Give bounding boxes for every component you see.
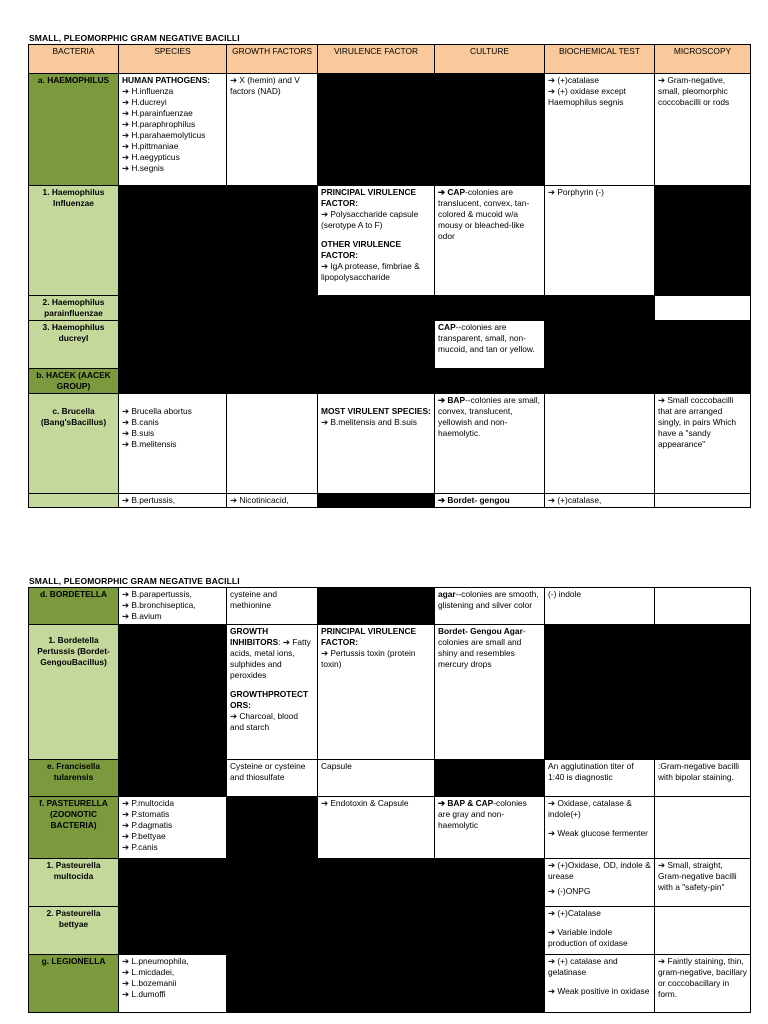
culture-text: --colonies are smooth, glistening and silver color (438, 589, 539, 610)
virulence-cell (318, 760, 435, 797)
blank-cell (655, 625, 751, 760)
empty-cell (655, 588, 751, 625)
virulence-text: ➔ Pertussis toxin (protein toxin) (321, 648, 416, 669)
growth-cell (227, 625, 318, 760)
species-item: ➔ B.bronchiseptica, (122, 600, 196, 610)
biochem-cell (545, 797, 655, 859)
biochem-text: ➔ (+)Oxidase, OD, indole & urease (548, 860, 651, 881)
species-item: ➔ L.bozemanii (122, 978, 177, 988)
blank-cell (655, 186, 751, 296)
blank-cell (119, 859, 227, 907)
bacteria-name: 2. Haemophilus parainfluenzae (29, 296, 119, 321)
species-item: ➔ B.avium (122, 611, 162, 621)
col-header-biochemical-test: BIOCHEMICAL TEST (545, 45, 655, 74)
culture-cell (435, 321, 545, 369)
species-cell (119, 74, 227, 186)
culture-medium: ➔ CAP (438, 187, 466, 197)
blank-cell (119, 907, 227, 955)
biochem-cell (545, 588, 655, 625)
blank-cell (227, 321, 318, 369)
species-item: ➔ H.paraphrophilus (122, 119, 196, 129)
species-item: ➔ Brucella abortus (122, 406, 192, 416)
empty-cell (655, 907, 751, 955)
blank-cell (318, 74, 435, 186)
biochem-text: ➔ Oxidase, catalase & indole(+) (548, 798, 632, 819)
biochem-text: An agglutination titer of 1:40 is diagnostic (548, 761, 634, 782)
virulence-cell (318, 797, 435, 859)
page-title: SMALL, PLEOMORPHIC GRAM NEGATIVE BACILLI (29, 33, 240, 43)
growth-text: : ➔ Fatty acids, metal ions, sulphides and peroxides (230, 637, 311, 680)
virulence-heading: PRINCIPAL VIRULENCE FACTOR: (321, 187, 417, 208)
virulence-heading: MOST VIRULENT SPECIES: (321, 406, 431, 416)
blank-cell (227, 797, 318, 859)
virulence-cell (318, 625, 435, 760)
biochem-text: ➔ (+)Catalase (548, 908, 601, 918)
bacteria-name: 2. Pasteurella bettyae (29, 907, 119, 955)
species-item: ➔ B.pertussis, (122, 495, 176, 505)
species-item: ➔ B.melitensis (122, 439, 177, 449)
table-row (29, 394, 751, 494)
virulence-text: Capsule (321, 761, 352, 771)
microscopy-cell (655, 74, 751, 186)
species-item: ➔ B.suis (122, 428, 155, 438)
blank-cell (318, 296, 435, 321)
virulence-heading: OTHER VIRULENCE FACTOR: (321, 239, 402, 260)
table-row (29, 369, 751, 394)
species-cell (119, 588, 227, 625)
blank-cell (545, 369, 655, 394)
growth-cell (227, 74, 318, 186)
table-row (29, 760, 751, 797)
microscopy-cell (655, 394, 751, 494)
species-item: ➔ P.multocida (122, 798, 175, 808)
empty-cell (545, 394, 655, 494)
species-item: ➔ L.dumoffi (122, 989, 166, 999)
blank-cell (435, 74, 545, 186)
blank-cell (318, 588, 435, 625)
biochem-text: ➔ (+) oxidase except Haemophilus segnis (548, 86, 627, 107)
culture-cell (435, 394, 545, 494)
col-header-species: SPECIES (119, 45, 227, 74)
table-row (29, 797, 751, 859)
growth-cell (227, 588, 318, 625)
biochem-cell (545, 74, 655, 186)
blank-cell (227, 369, 318, 394)
growth-text: Cysteine or cysteine and thiosulfate (230, 761, 306, 782)
virulence-cell (318, 394, 435, 494)
blank-cell (119, 186, 227, 296)
virulence-cell (318, 186, 435, 296)
bacteria-table-2 (28, 587, 751, 1013)
species-item: ➔ P.dagmatis (122, 820, 173, 830)
blank-cell (545, 625, 655, 760)
blank-cell (435, 859, 545, 907)
blank-cell (318, 494, 435, 508)
species-item: ➔ H.segnis (122, 163, 164, 173)
blank-cell (119, 296, 227, 321)
culture-text: -colonies are gray and non-haemolytic (438, 798, 527, 830)
species-item: ➔ P.canis (122, 842, 158, 852)
culture-text: -colonies are small and shiny and resembles mercury drops (438, 626, 526, 669)
culture-medium: ➔ BAP & CAP (438, 798, 494, 808)
virulence-text: ➔ B.melitensis and B.suis (321, 417, 417, 427)
biochem-cell (545, 494, 655, 508)
culture-cell (435, 797, 545, 859)
culture-cell (435, 494, 545, 508)
growth-text: ➔ Nicotinicacid, (230, 495, 289, 505)
table-row (29, 859, 751, 907)
virulence-heading: PRINCIPAL VIRULENCE FACTOR: (321, 626, 417, 647)
growth-cell (227, 494, 318, 508)
microscopy-text: ➔ Small coccobacilli that are arranged singly, in pairs Which have a "sandy appearance" (658, 395, 737, 449)
species-item: ➔ B.canis (122, 417, 159, 427)
species-item: ➔ H.aegypticus (122, 152, 180, 162)
bacteria-name: f. PASTEURELLA (ZOONOTIC BACTERIA) (29, 797, 119, 859)
blank-cell (435, 369, 545, 394)
blank-cell (655, 369, 751, 394)
blank-cell (318, 369, 435, 394)
blank-cell (227, 907, 318, 955)
col-header-bacteria: BACTERIA (29, 45, 119, 74)
table-row (29, 186, 751, 296)
biochem-cell (545, 907, 655, 955)
blank-cell (119, 760, 227, 797)
biochem-text: ➔ Porphyrin (-) (548, 187, 604, 197)
table-row (29, 321, 751, 369)
species-heading: HUMAN PATHOGENS: (122, 75, 211, 85)
biochem-text: (-) indole (548, 589, 582, 599)
page-title: SMALL, PLEOMORPHIC GRAM NEGATIVE BACILLI (29, 576, 240, 586)
bacteria-name: a. HAEMOPHILUS (29, 74, 119, 186)
biochem-cell (545, 186, 655, 296)
culture-text: -colonies are translucent, convex, tan-colored & mucoid w/a mousy or bleached-like odor (438, 187, 530, 241)
blank-cell (435, 907, 545, 955)
blank-cell (318, 955, 435, 1013)
growth-cell (227, 760, 318, 797)
blank-cell (318, 321, 435, 369)
microscopy-text: :Gram-negative bacilli with bipolar staining. (658, 761, 739, 782)
species-item: ➔ P.bettyae (122, 831, 166, 841)
microscopy-text: ➔ Small, straight, Gram-negative bacilli with a "safety-pin" (658, 860, 737, 892)
species-item: ➔ H.parahaemolyticus (122, 130, 206, 140)
table-row (29, 625, 751, 760)
table-row (29, 955, 751, 1013)
col-header-virulence-factor: VIRULENCE FACTOR (318, 45, 435, 74)
virulence-text: ➔ IgA protease, fimbriae & lipopolysaccharide (321, 261, 420, 282)
culture-medium: Bordet- Gengou Agar (438, 626, 523, 636)
culture-cell (435, 625, 545, 760)
blank-cell (435, 760, 545, 797)
microscopy-cell (655, 859, 751, 907)
culture-medium: ➔ BAP (438, 395, 466, 405)
bacteria-table-1 (28, 44, 751, 508)
col-header-growth-factors: GROWTH FACTORS (227, 45, 318, 74)
blank-cell (318, 859, 435, 907)
species-cell (119, 797, 227, 859)
species-cell (119, 494, 227, 508)
table-header-row (29, 45, 751, 74)
blank-cell (227, 296, 318, 321)
virulence-text: ➔ Polysaccharide capsule (serotype A to F) (321, 209, 419, 230)
blank-cell (227, 859, 318, 907)
culture-medium: agar (438, 589, 456, 599)
biochem-text: ➔ (+) catalase and gelatinase (548, 956, 618, 977)
culture-medium: ➔ Bordet- gengou (438, 495, 510, 505)
growth-heading: GROWTHPROTECTORS: (230, 689, 309, 710)
blank-cell (119, 625, 227, 760)
col-header-microscopy: MICROSCOPY (655, 45, 751, 74)
culture-text: --colonies are transparent, small, non-mucoid, and tan or yellow. (438, 322, 535, 354)
bacteria-name: b. HACEK (AACEK GROUP) (29, 369, 119, 394)
bacteria-name (29, 494, 119, 508)
empty-cell (655, 296, 751, 321)
bacteria-name: c. Brucella (Bang'sBacillus) (29, 394, 119, 494)
blank-cell (227, 955, 318, 1013)
growth-heading: GROWTH INHIBITORS (230, 626, 279, 647)
microscopy-cell (655, 760, 751, 797)
bacteria-name: 1. Pasteurella multocida (29, 859, 119, 907)
empty-cell (655, 797, 751, 859)
blank-cell (119, 321, 227, 369)
species-item: ➔ L.micdadei, (122, 967, 175, 977)
biochem-text: ➔ (+)catalase (548, 75, 600, 85)
culture-text: --colonies are small, convex, translucent, yellowish and non-haemolytic. (438, 395, 540, 438)
culture-cell (435, 186, 545, 296)
biochem-cell (545, 955, 655, 1013)
bacteria-name: g. LEGIONELLA (29, 955, 119, 1013)
species-item: ➔ H.pittmaniae (122, 141, 179, 151)
culture-cell (435, 588, 545, 625)
biochem-cell (545, 760, 655, 797)
microscopy-text: ➔ Faintly staining, thin, gram-negative, bacillary or coccobacillary in form. (658, 956, 747, 999)
virulence-text: ➔ Endotoxin & Capsule (321, 798, 409, 808)
species-cell (119, 955, 227, 1013)
bacteria-name: 3. Haemophilus ducreyl (29, 321, 119, 369)
blank-cell (119, 369, 227, 394)
species-cell (119, 394, 227, 494)
culture-medium: CAP (438, 322, 456, 332)
table-row (29, 296, 751, 321)
blank-cell (545, 321, 655, 369)
biochem-text: ➔ Variable indole production of oxidase (548, 927, 628, 948)
empty-cell (655, 494, 751, 508)
col-header-culture: CULTURE (435, 45, 545, 74)
bacteria-name: 1. Haemophilus Influenzae (29, 186, 119, 296)
species-item: ➔ P.stomatis (122, 809, 170, 819)
growth-text: cysteine and methionine (230, 589, 278, 610)
blank-cell (227, 186, 318, 296)
table-row (29, 74, 751, 186)
table-row (29, 588, 751, 625)
blank-cell (545, 296, 655, 321)
growth-text: ➔ X (hemin) and V factors (NAD) (230, 75, 300, 96)
table-row (29, 907, 751, 955)
bacteria-name: d. BORDETELLA (29, 588, 119, 625)
species-item: ➔ H.ducreyi (122, 97, 167, 107)
microscopy-cell (655, 955, 751, 1013)
biochem-text: ➔ Weak positive in oxidase (548, 986, 650, 996)
bacteria-name: e. Francisella tularensis (29, 760, 119, 797)
biochem-text: ➔ Weak glucose fermenter (548, 828, 648, 838)
blank-cell (435, 955, 545, 1013)
species-item: ➔ H.influenza (122, 86, 174, 96)
blank-cell (655, 321, 751, 369)
bacteria-name: 1. Bordetella Pertussis (Bordet-GengouBacillus) (29, 625, 119, 760)
blank-cell (435, 296, 545, 321)
species-item: ➔ L.pneumophila, (122, 956, 189, 966)
biochem-cell (545, 859, 655, 907)
growth-text: ➔ Charcoal, blood and starch (230, 711, 299, 732)
empty-cell (227, 394, 318, 494)
species-item: ➔ H.parainfuenzae (122, 108, 193, 118)
microscopy-text: ➔ Gram-negative, small, pleomorphic coccobacilli or rods (658, 75, 730, 107)
biochem-text: ➔ (-)ONPG (548, 886, 591, 896)
table-row (29, 494, 751, 508)
species-item: ➔ B.parapertussis, (122, 589, 192, 599)
blank-cell (318, 907, 435, 955)
biochem-text: ➔ (+)catalase, (548, 495, 602, 505)
